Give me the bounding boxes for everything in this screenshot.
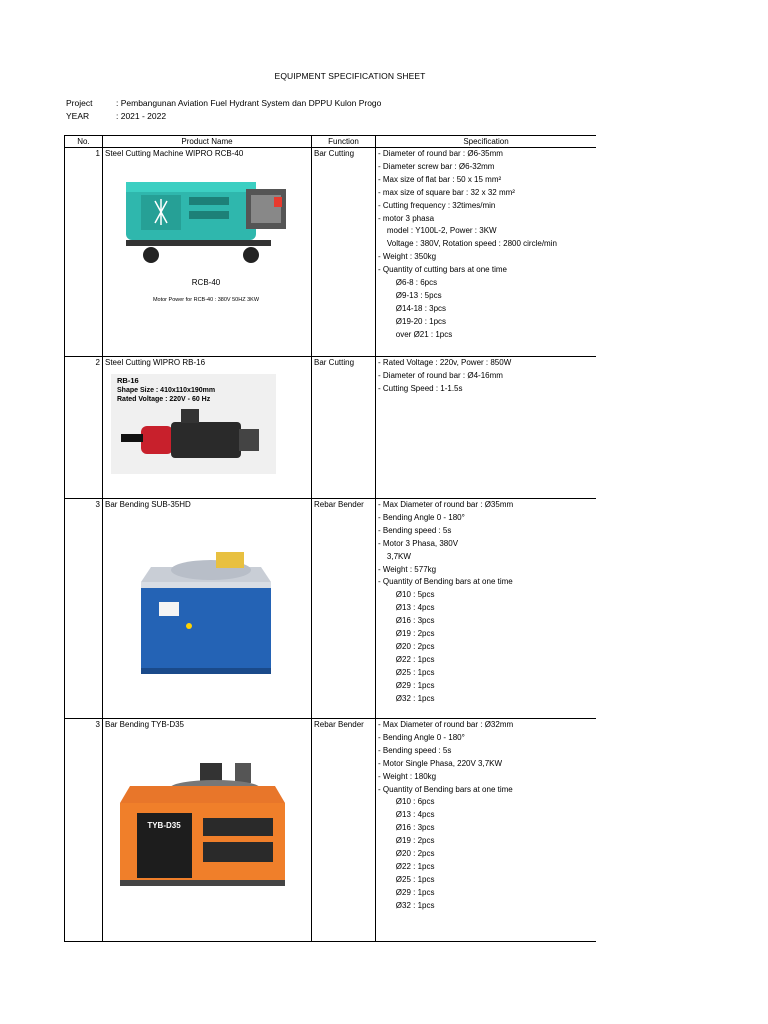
- spec-line: - Quantity of Bending bars at one time: [378, 784, 513, 794]
- row-no: 3: [65, 499, 103, 719]
- image-subcaption: Motor Power for RCB-40 : 380V 50HZ 3KW: [152, 296, 260, 303]
- function-cell: Rebar Bender: [312, 499, 376, 719]
- spec-line: - Diameter screw bar : Ø6-32mm: [378, 161, 495, 171]
- table-header-row: [65, 136, 597, 148]
- table-row: [65, 357, 597, 499]
- spec-line: - Bending speed : 5s: [378, 745, 452, 755]
- spec-list: [378, 719, 594, 913]
- image-subcaption-2: Rated Voltage : 220V - 60 Hz: [117, 395, 211, 403]
- spec-line: - Bending Angle 0 - 180°: [378, 512, 465, 522]
- spec-line: Ø32 : 1pcs: [378, 900, 435, 910]
- bending-machine-orange-icon: [115, 758, 290, 888]
- product-name: Bar Bending TYB-D35: [105, 720, 185, 729]
- spec-line: Ø19-20 : 1pcs: [378, 316, 447, 326]
- spec-line: Ø13 : 4pcs: [378, 810, 435, 820]
- spec-cell: [376, 148, 597, 357]
- spec-list: [378, 148, 594, 342]
- project-value: : Pembangunan Aviation Fuel Hydrant System dan DPPU Kulon Progo: [116, 98, 382, 108]
- spec-line: - Diameter of round bar : Ø4-16mm: [378, 370, 503, 380]
- spec-line: Ø10 : 6pcs: [378, 797, 435, 807]
- spec-line: - Quantity of cutting bars at one time: [378, 265, 507, 275]
- spec-line: - Weight : 577kg: [378, 564, 437, 574]
- spec-line: Ø10 : 5pcs: [378, 590, 435, 600]
- spec-line: Ø16 : 3pcs: [378, 616, 435, 626]
- image-caption: TYB-D35: [147, 820, 181, 830]
- spec-cell: [376, 719, 597, 942]
- image-caption: RCB-40: [191, 277, 221, 287]
- product-cell: [103, 719, 312, 942]
- spec-line: - Max size of flat bar : 50 x 15 mm²: [378, 174, 502, 184]
- spec-line: Ø25 : 1pcs: [378, 874, 435, 884]
- spec-line: 3,7KW: [378, 551, 411, 561]
- sheet-title: EQUIPMENT SPECIFICATION SHEET: [274, 71, 426, 81]
- spec-line: Ø9-13 : 5pcs: [378, 290, 442, 300]
- spec-line: - Bending speed : 5s: [378, 525, 452, 535]
- product-image-rcb40: [111, 167, 309, 322]
- spec-cell: [376, 499, 597, 719]
- header-no: No.: [65, 136, 103, 148]
- year-value: : 2021 - 2022: [116, 111, 167, 121]
- product-cell: [103, 357, 312, 499]
- spec-line: - Cutting Speed : 1-1.5s: [378, 383, 463, 393]
- spec-line: - Max Diameter of round bar : Ø35mm: [378, 500, 514, 509]
- table-row: [65, 148, 597, 357]
- spec-line: over Ø21 : 1pcs: [378, 329, 453, 339]
- spec-line: Ø32 : 1pcs: [378, 693, 435, 703]
- spec-cell: [376, 357, 597, 499]
- spec-line: Ø19 : 2pcs: [378, 629, 435, 639]
- spec-line: - motor 3 phasa: [378, 213, 435, 223]
- bending-machine-icon: [131, 542, 281, 677]
- spec-line: Ø29 : 1pcs: [378, 680, 435, 690]
- spec-line: Ø16 : 3pcs: [378, 823, 435, 833]
- spec-line: Ø20 : 2pcs: [378, 849, 435, 859]
- row-no: 3: [65, 719, 103, 942]
- spec-line: Ø6-8 : 6pcs: [378, 278, 438, 288]
- spec-line: Ø22 : 1pcs: [378, 654, 435, 664]
- product-cell: [103, 499, 312, 719]
- cutting-machine-icon: [111, 167, 301, 317]
- spec-line: - Diameter of round bar : Ø6-35mm: [378, 149, 503, 158]
- table-row: [65, 499, 597, 719]
- spec-line: - Cutting frequency : 32times/min: [378, 200, 496, 210]
- spec-line: Ø22 : 1pcs: [378, 861, 435, 871]
- product-name: Bar Bending SUB-35HD: [105, 500, 191, 509]
- year-line: [66, 111, 166, 121]
- image-subcaption: Shape Size : 410x110x190mm: [117, 386, 216, 394]
- spec-line: Voltage : 380V, Rotation speed : 2800 circle/min: [378, 239, 557, 249]
- spec-line: model : Y100L-2, Power : 3KW: [378, 226, 497, 236]
- spec-line: - Motor Single Phasa, 220V 3,7KW: [378, 758, 503, 768]
- project-label: Project: [66, 98, 93, 108]
- table-row: [65, 719, 597, 942]
- specification-table: [64, 135, 596, 942]
- header-spec: Specification: [376, 136, 597, 148]
- spec-line: - max size of square bar : 32 x 32 mm²: [378, 187, 515, 197]
- product-image-tybd35: [115, 758, 309, 893]
- spec-line: Ø19 : 2pcs: [378, 836, 435, 846]
- spec-line: - Bending Angle 0 - 180°: [378, 732, 465, 742]
- product-image-sub35hd: [131, 542, 309, 682]
- project-line: [66, 98, 381, 108]
- spec-list: [378, 499, 594, 706]
- header-function: Function: [312, 136, 376, 148]
- product-cell: [103, 148, 312, 357]
- spec-line: - Quantity of Bending bars at one time: [378, 577, 513, 587]
- rebar-cutter-icon: [111, 374, 276, 474]
- header-product: Product Name: [103, 136, 312, 148]
- spec-line: Ø29 : 1pcs: [378, 887, 435, 897]
- year-label: YEAR: [66, 111, 90, 121]
- function-cell: Rebar Bender: [312, 719, 376, 942]
- product-name: Steel Cutting Machine WIPRO RCB-40: [105, 149, 244, 158]
- spec-line: Ø25 : 1pcs: [378, 667, 435, 677]
- row-no: 1: [65, 148, 103, 357]
- spec-line: Ø13 : 4pcs: [378, 603, 435, 613]
- spec-line: - Max Diameter of round bar : Ø32mm: [378, 720, 514, 729]
- image-caption: RB-16: [117, 375, 139, 385]
- spec-line: - Rated Voltage : 220v, Power : 850W: [378, 358, 512, 367]
- spec-list: [378, 357, 594, 396]
- spec-line: - Motor 3 Phasa, 380V: [378, 538, 459, 548]
- function-cell: Bar Cutting: [312, 357, 376, 499]
- spec-line: - Weight : 180kg: [378, 771, 437, 781]
- spec-line: Ø20 : 2pcs: [378, 641, 435, 651]
- function-cell: Bar Cutting: [312, 148, 376, 357]
- row-no: 2: [65, 357, 103, 499]
- product-image-rb16: [111, 374, 309, 479]
- spec-line: - Weight : 350kg: [378, 252, 437, 262]
- spec-line: Ø14-18 : 3pcs: [378, 303, 447, 313]
- product-name: Steel Cutting WIPRO RB-16: [105, 358, 206, 367]
